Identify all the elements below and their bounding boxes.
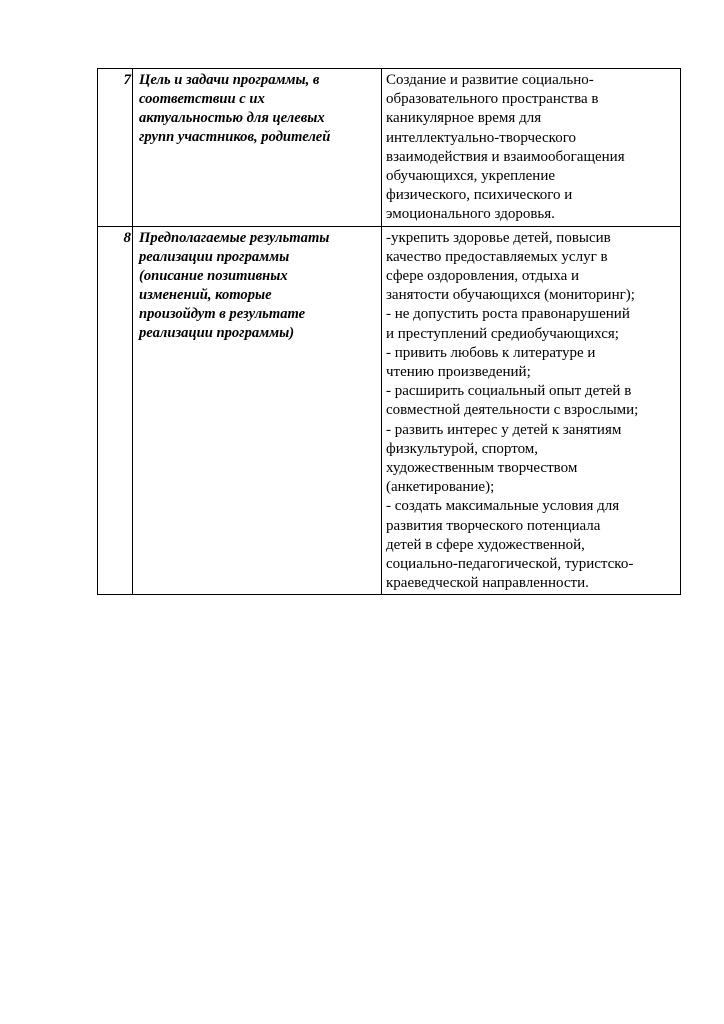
value-line: эмоционального здоровья. (386, 206, 555, 223)
value-line: взаимодействия и взаимообогащения (386, 148, 625, 165)
label-line: (описание позитивных (139, 267, 288, 284)
value-line: социально-педагогической, туристско- (386, 556, 634, 573)
label-line: групп участников, родителей (139, 129, 331, 145)
label-line: Предполагаемые результаты (139, 229, 330, 246)
value-line: физкультурой, спортом, (386, 440, 539, 457)
row-number: 7 (98, 69, 133, 227)
row-label (133, 69, 382, 227)
value-line: - создать максимальные условия для (386, 498, 620, 515)
value-line: качество предоставляемых услуг в (386, 248, 608, 265)
label-line: актуальностью для целевых (139, 110, 325, 126)
value-line: - расширить социальный опыт детей в (386, 383, 632, 400)
label-line: реализации программы) (139, 324, 295, 341)
value-line: развития творческого потенциала (386, 517, 601, 534)
row-value (382, 226, 681, 595)
row-value (382, 69, 681, 227)
value-line: художественным творчеством (386, 460, 578, 477)
value-line: -укрепить здоровье детей, повысив (386, 229, 611, 246)
value-line: чтению произведений; (386, 364, 531, 381)
program-table (97, 68, 681, 595)
value-line: образовательного пространства в (386, 91, 599, 108)
row-label (133, 226, 382, 595)
label-line: реализации программы (139, 248, 290, 265)
row-number: 8 (98, 226, 133, 595)
table-row-8 (98, 226, 681, 595)
value-line: - развить интерес у детей к занятиям (386, 421, 622, 438)
value-line: каникулярное время для (386, 110, 542, 127)
label-line: произойдут в результате (139, 305, 306, 322)
value-line: физического, психического и (386, 187, 573, 204)
table-row-7 (98, 69, 681, 227)
value-line: сфере оздоровления, отдыха и (386, 268, 580, 285)
value-line: (анкетирование); (386, 479, 495, 496)
label-line: Цель и задачи программы, в (139, 72, 320, 88)
value-line: совместной деятельности с взрослыми; (386, 402, 639, 419)
value-line: и преступлений средиобучающихся; (386, 325, 619, 342)
value-line: - привить любовь к литературе и (386, 344, 596, 361)
value-line: интеллектуально-творческого (386, 129, 576, 146)
value-line: обучающихся, укрепление (386, 168, 555, 185)
value-line: детей в сфере художественной, (386, 536, 585, 553)
value-line: - не допустить роста правонарушений (386, 306, 630, 323)
value-line: занятости обучающихся (мониторинг); (386, 287, 635, 304)
value-line: краеведческой направленности. (386, 575, 589, 592)
label-line: соответствии с их (139, 91, 265, 107)
label-line: изменений, которые (139, 286, 272, 303)
value-line: Создание и развитие социально- (386, 72, 594, 88)
